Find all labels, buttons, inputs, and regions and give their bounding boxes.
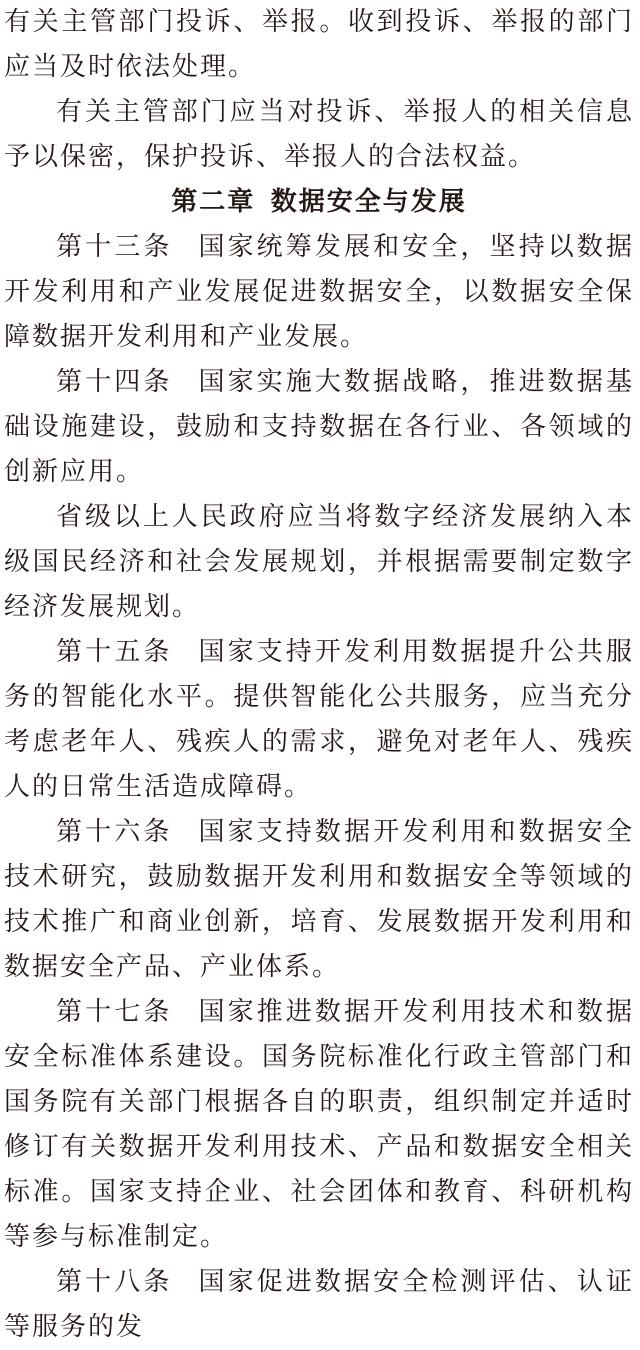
article-number: 第十四条 [56, 367, 173, 397]
article-number: 第十五条 [56, 637, 173, 667]
article-text: 国家统筹发展和安全，坚持以数据开发利用和产业发展促进数据安全，以数据安全保障数据开发利用和产业发展。 [4, 232, 634, 352]
confidentiality-paragraph: 有关主管部门应当对投诉、举报人的相关信息予以保密，保护投诉、举报人的合法权益。 [4, 97, 634, 172]
article-text: 国家实施大数据战略，推进数据基础设施建设，鼓励和支持数据在各行业、各领域的创新应用。 [4, 367, 634, 487]
article-14 [4, 360, 634, 495]
article-17 [4, 990, 634, 1260]
article-16 [4, 810, 634, 990]
article-number: 第十六条 [56, 817, 173, 847]
article-18 [4, 1260, 634, 1350]
chapter-heading [4, 180, 634, 225]
chapter-title: 数据安全与发展 [270, 187, 467, 217]
article-14-paragraph-2: 省级以上人民政府应当将数字经济发展纳入本级国民经济和社会发展规划，并根据需要制定数字经济发展规划。 [4, 502, 634, 622]
article-number: 第十三条 [56, 232, 173, 262]
article-number: 第十七条 [56, 997, 173, 1027]
chapter-number: 第二章 [171, 187, 256, 217]
article-text: 国家促进数据安全检测评估、认证等服务的发 [4, 1267, 634, 1342]
article-text: 国家支持开发利用数据提升公共服务的智能化水平。提供智能化公共服务，应当充分考虑老年人、残疾人的需求，避免对老年人、残疾人的日常生活造成障碍。 [4, 637, 634, 802]
article-text: 国家支持数据开发利用和数据安全技术研究，鼓励数据开发利用和数据安全等领域的技术推广和商业创新，培育、发展数据开发利用和数据安全产品、产业体系。 [4, 817, 634, 982]
article-number: 第十八条 [56, 1267, 173, 1297]
article-15 [4, 630, 634, 810]
continuation-paragraph: 有关主管部门投诉、举报。收到投诉、举报的部门应当及时依法处理。 [4, 7, 634, 82]
article-text: 国家推进数据开发利用技术和数据安全标准体系建设。国务院标准化行政主管部门和国务院有关部门根据各自的职责，组织制定并适时修订有关数据开发利用技术、产品和数据安全相关标准。国家支持企业、社会团体和教育、科研机构等参与标准制定。 [4, 997, 634, 1252]
article-13 [4, 225, 634, 360]
